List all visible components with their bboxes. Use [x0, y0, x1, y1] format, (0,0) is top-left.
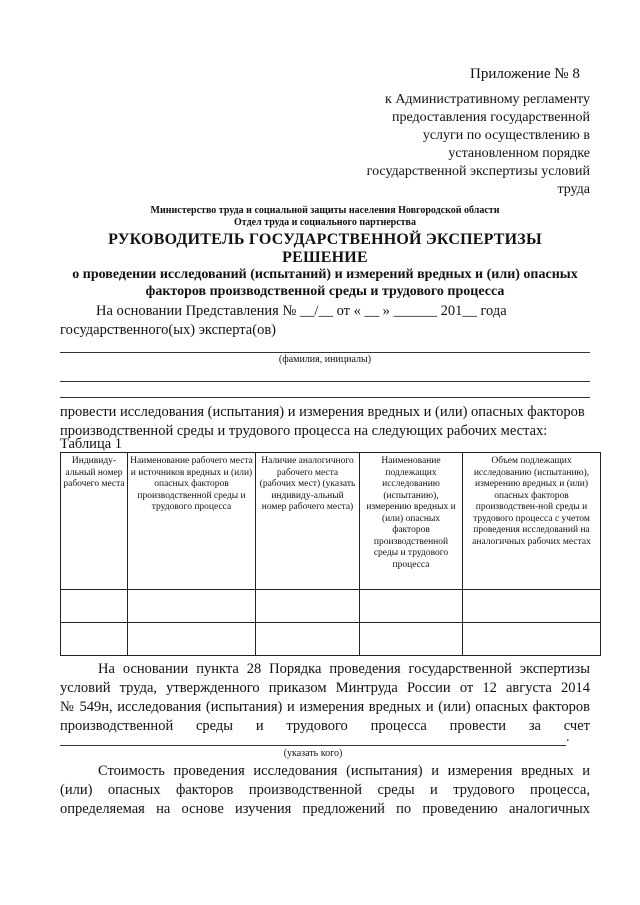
- experts-line: государственного(ых) эксперта(ов): [60, 322, 276, 338]
- table-cell: [360, 590, 463, 623]
- expert-name-rule: [60, 352, 590, 353]
- workplaces-table: [60, 452, 601, 656]
- decision-subject: [40, 266, 610, 300]
- ministry-name: Министерство труда и социальной защиты населения Новгородской области: [150, 205, 500, 216]
- paragraph-line: На основании пункта 28 Порядка проведения государственной экспертизы: [98, 661, 590, 677]
- cost-paragraph: [60, 762, 590, 819]
- annex-line: труда: [557, 182, 590, 197]
- paragraph-line: № 549н, исследования (испытания) и измерения вредных и (или) опасных факторов: [60, 699, 590, 715]
- table-header-row: [61, 453, 601, 590]
- table-cell: [128, 623, 256, 656]
- head-title: РУКОВОДИТЕЛЬ ГОСУДАРСТВЕННОЙ ЭКСПЕРТИЗЫ: [108, 231, 542, 248]
- paragraph-28: [60, 660, 590, 736]
- header-workplace-name: Наименование рабочего места и источников вредных и (или) опасных факторов производственной среды и трудового процесса: [128, 453, 256, 590]
- table-label: Таблица 1: [60, 436, 123, 452]
- issuer-block: [40, 205, 610, 229]
- paragraph-line: (или) опасных факторов производственной среды и трудового процесса,: [60, 782, 590, 798]
- table-row: [61, 590, 601, 623]
- subject-line: о проведении исследований (испытаний) и измерений вредных и (или) опасных: [72, 267, 578, 282]
- table-cell: [360, 623, 463, 656]
- paragraph-line: Стоимость проведения исследования (испытания) и измерения вредных и: [98, 763, 590, 779]
- header-volume: Объем подлежащих исследованию (испытанию), измерению вредных и (или) опасных факторов производствен-ной среды и трудового процесса с учетом проведения исследований на аналогичных рабочих местах: [463, 453, 601, 590]
- basis-line: На основании Представления № __/__ от « __ » ______ 201__ года: [96, 303, 507, 319]
- header-similar-workplace: Наличие аналогичного рабочего места (рабочих мест) (указать индивиду-альный номер рабочего места): [256, 453, 360, 590]
- header-factors: Наименование подлежащих исследованию (испытанию), измерению вредных и (или) опасных факторов производственной среды и трудового процесса: [360, 453, 463, 590]
- subject-line: факторов производственной среды и трудового процесса: [145, 284, 505, 299]
- annex-line: услуги по осуществлению в: [422, 128, 590, 143]
- name-hint: (фамилия, инициалы): [278, 354, 372, 365]
- annex-title: Приложение № 8: [470, 66, 580, 82]
- payer-rule: [60, 745, 566, 746]
- department-name: Отдел труда и социального партнерства: [234, 217, 416, 228]
- annex-line: государственной экспертизы условий: [366, 164, 590, 179]
- annex-reference: [310, 91, 590, 199]
- table-cell: [256, 623, 360, 656]
- annex-line: к Административному регламенту: [385, 92, 590, 107]
- document-heading: [40, 231, 610, 267]
- conduct-text: провести исследования (испытания) и измерения вредных и (или) опасных факторов производственной среды и трудового процесса на следующих рабочих местах:: [60, 404, 585, 439]
- blank-rule: [60, 381, 590, 382]
- table-cell: [256, 590, 360, 623]
- paragraph-line: производственной среды и трудового процесса провести за счет: [60, 718, 590, 734]
- table-cell: [61, 590, 128, 623]
- decision-title: РЕШЕНИЕ: [282, 249, 368, 266]
- payer-end-dot: .: [566, 730, 570, 745]
- annex-line: установленном порядке: [448, 146, 590, 161]
- table-row: [61, 623, 601, 656]
- paragraph-line: определяемая на основе изучения предложений по проведению аналогичных: [60, 801, 590, 817]
- paragraph-line: условий труда, утвержденного приказом Минтруда России от 12 августа 2014: [60, 680, 590, 696]
- annex-line: предоставления государственной: [391, 110, 590, 125]
- payer-hint: (указать кого): [283, 748, 343, 759]
- table-cell: [61, 623, 128, 656]
- table-cell: [128, 590, 256, 623]
- header-workplace-number: Индивиду-альный номер рабочего места: [61, 453, 128, 590]
- table-cell: [463, 623, 601, 656]
- blank-rule: [60, 397, 590, 398]
- table-cell: [463, 590, 601, 623]
